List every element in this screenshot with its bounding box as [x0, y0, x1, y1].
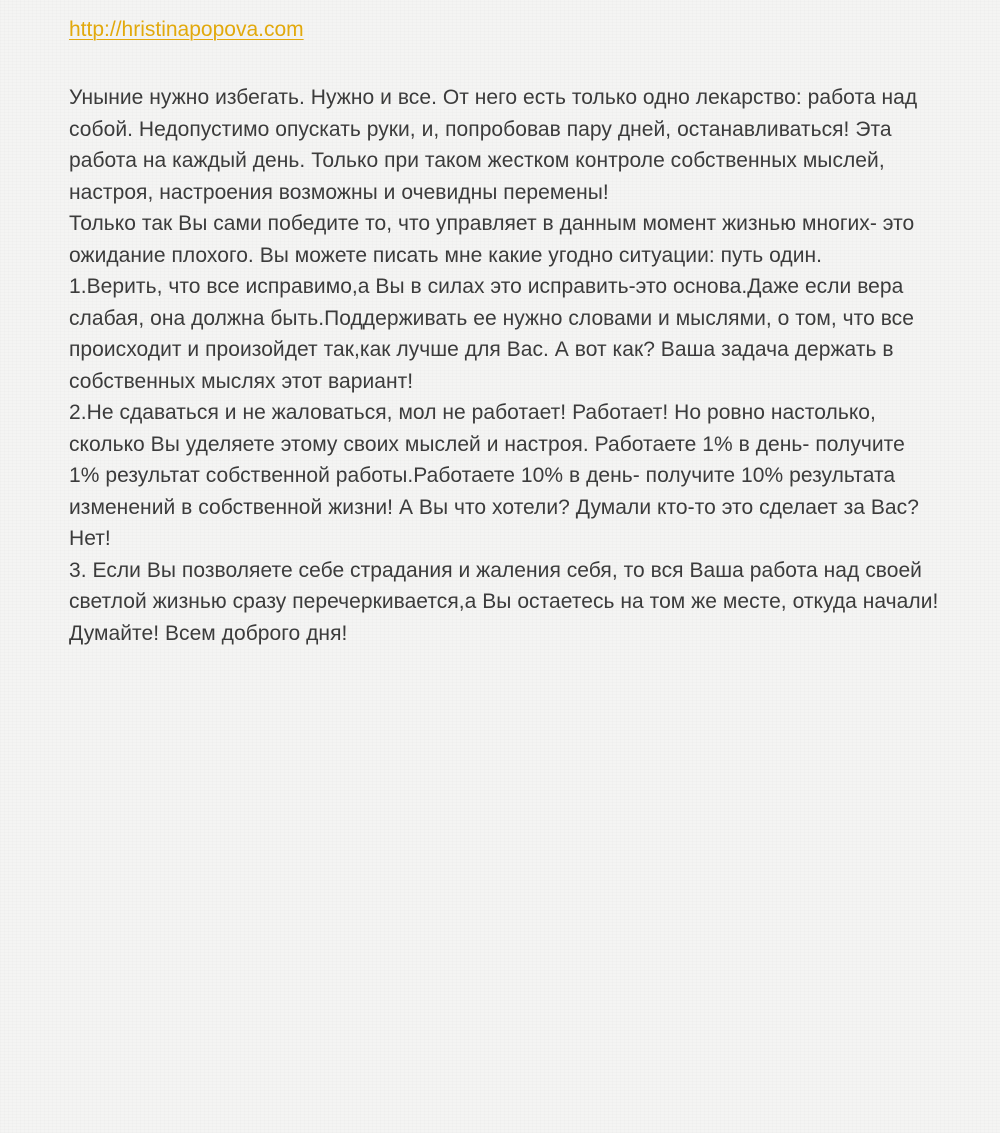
note-paragraph: 1.Верить, что все исправимо,а Вы в силах это исправить-это основа.Даже если вера слабая, она должна быть.Поддерживать ее нужно словами и мыслями, о том, что все происходит и произойдет так,как лучше для Вас. А вот как? Ваша задача держать в собственных мыслях этот вариант! — [69, 275, 914, 393]
note-paragraph: Уныние нужно избегать. Нужно и все. От него есть только одно лекарство: работа над собой. Недопустимо опускать руки, и, попробовав пару дней, останавливаться! Эта работа на каждый день. Только при таком жестком контроле собственных мыслей, настроя, настроения возможны и очевидны перемены! — [69, 86, 918, 204]
note-paragraph: Только так Вы сами победите то, что управляет в данным момент жизнью многих- это ожидание плохого. Вы можете писать мне какие угодно ситуации: путь один. — [69, 212, 915, 267]
note-page — [69, 14, 939, 649]
note-body[interactable] — [69, 82, 939, 649]
website-link[interactable]: http://hristinapopova.com — [69, 18, 304, 41]
note-paragraph: 3. Если Вы позволяете себе страдания и жаления себя, то вся Ваша работа над своей светлой жизнью сразу перечеркивается,а Вы остаетесь на том же месте, откуда начали! Думайте! Всем доброго дня! — [69, 558, 939, 645]
note-paragraph: 2.Не сдаваться и не жаловаться, мол не работает! Работает! Но ровно настолько, сколько Вы уделяете этому своих мыслей и настроя. Работаете 1% в день- получите 1% результат собственной работы.Работаете 10% в день- получите 10% результата изменений в собственной жизни! А Вы что хотели? Думали кто-то это сделает за Вас? Нет! — [69, 401, 919, 550]
spacer — [69, 46, 939, 82]
